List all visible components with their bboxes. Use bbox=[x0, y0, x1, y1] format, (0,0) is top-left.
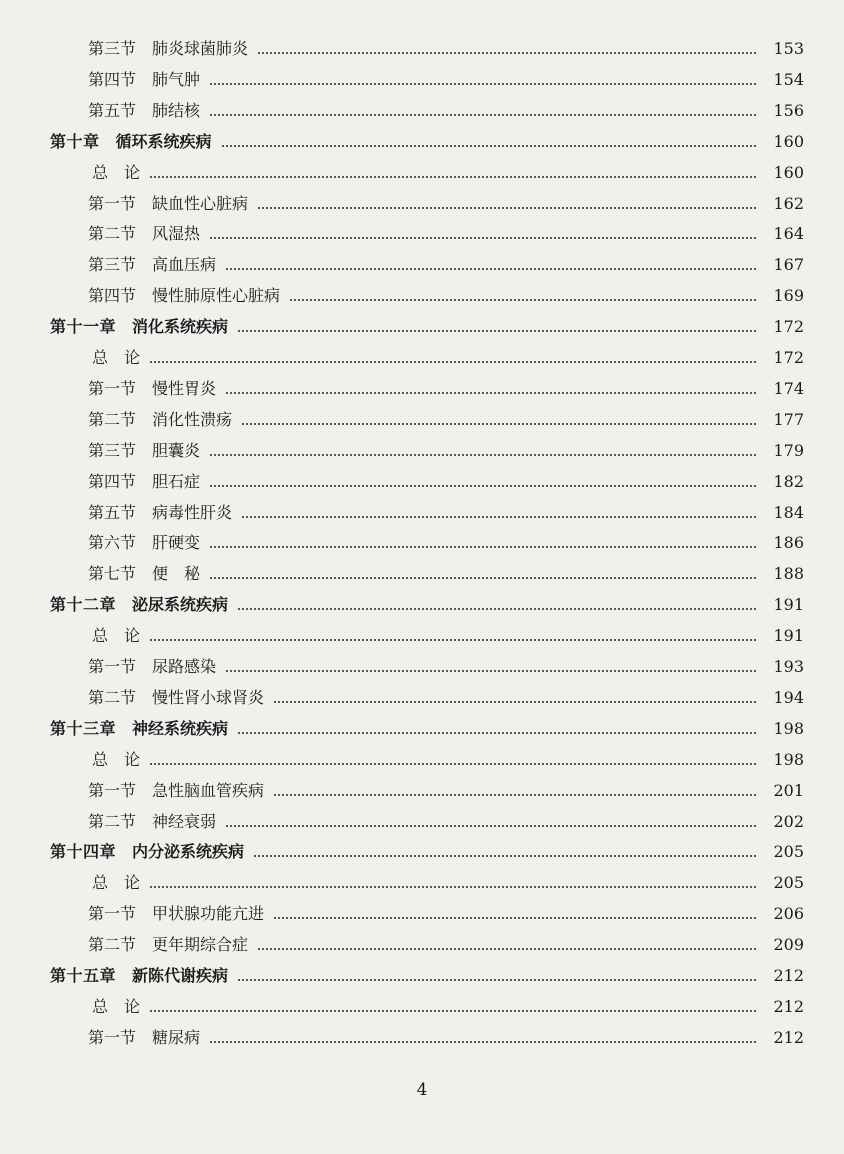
toc-entry-row bbox=[0, 992, 844, 1022]
toc-number: 第一节 bbox=[88, 780, 137, 800]
dot-leader bbox=[222, 145, 756, 147]
toc-entry-row bbox=[0, 467, 844, 497]
toc-label bbox=[0, 281, 280, 311]
toc-number: 第三节 bbox=[88, 440, 137, 460]
dot-leader bbox=[210, 1041, 756, 1043]
page-number: 4 bbox=[416, 1080, 428, 1100]
dot-leader bbox=[150, 1010, 756, 1012]
toc-number: 第十章 bbox=[50, 131, 100, 151]
toc-title: 神经衰弱 bbox=[152, 811, 217, 831]
toc-label bbox=[0, 776, 264, 806]
toc-page-number: 205 bbox=[773, 842, 804, 862]
dot-leader bbox=[274, 701, 756, 703]
toc-title: 新陈代谢疾病 bbox=[132, 966, 229, 985]
toc-title: 总 论 bbox=[92, 749, 141, 769]
toc-page-number: 186 bbox=[773, 533, 804, 553]
toc-title: 急性脑血管疾病 bbox=[152, 780, 265, 800]
toc-page-number: 193 bbox=[773, 657, 804, 676]
toc-number: 第一节 bbox=[88, 904, 137, 924]
dot-leader bbox=[238, 732, 756, 734]
toc-entry-row bbox=[0, 899, 844, 929]
dot-leader bbox=[258, 948, 756, 950]
toc-title: 慢性胃炎 bbox=[152, 378, 217, 398]
toc-label bbox=[0, 559, 200, 589]
dot-leader bbox=[210, 237, 756, 239]
dot-leader bbox=[226, 825, 756, 827]
toc-label bbox=[0, 590, 228, 620]
dot-leader bbox=[238, 979, 756, 981]
dot-leader bbox=[150, 763, 756, 765]
toc-label bbox=[0, 652, 216, 682]
toc-title: 便 秘 bbox=[152, 564, 201, 584]
toc-entry-row bbox=[0, 158, 844, 188]
toc-title: 病毒性肝炎 bbox=[152, 502, 233, 522]
dot-leader bbox=[210, 83, 756, 85]
toc-title: 神经系统疾病 bbox=[132, 718, 229, 738]
toc-page-number: 172 bbox=[773, 348, 804, 367]
toc-entry-row bbox=[0, 621, 844, 651]
toc-chapter-row bbox=[0, 312, 844, 342]
toc-title: 缺血性心脏病 bbox=[152, 193, 249, 213]
toc-entry-row bbox=[0, 930, 844, 960]
toc-title: 总 论 bbox=[92, 348, 141, 367]
toc-page-number: 172 bbox=[773, 317, 804, 337]
dot-leader bbox=[226, 670, 756, 672]
toc-label bbox=[0, 714, 228, 744]
toc-page-number: 154 bbox=[773, 69, 804, 89]
toc-page-number: 160 bbox=[773, 162, 804, 182]
toc-page-number: 164 bbox=[773, 224, 804, 244]
dot-leader bbox=[238, 330, 756, 332]
toc-entry-row bbox=[0, 745, 844, 775]
toc-number: 第一节 bbox=[88, 657, 137, 676]
toc-entry-row bbox=[0, 868, 844, 898]
dot-leader bbox=[290, 299, 756, 301]
toc-page-number: 206 bbox=[773, 904, 804, 924]
toc-number: 第五节 bbox=[88, 100, 137, 120]
toc-title: 糖尿病 bbox=[152, 1027, 201, 1047]
toc-label bbox=[0, 343, 140, 373]
toc-page-number: 167 bbox=[773, 255, 804, 275]
toc-entry-row bbox=[0, 405, 844, 435]
toc-label bbox=[0, 436, 200, 466]
toc-label bbox=[0, 65, 200, 95]
toc-label bbox=[0, 745, 140, 775]
toc-chapter-row bbox=[0, 714, 844, 744]
toc-title: 风湿热 bbox=[152, 224, 201, 244]
toc-label bbox=[0, 621, 140, 651]
toc-title: 总 论 bbox=[92, 873, 141, 893]
dot-leader bbox=[150, 886, 756, 888]
toc-title: 泌尿系统疾病 bbox=[132, 595, 229, 615]
toc-entry-row bbox=[0, 65, 844, 95]
toc-entry-row bbox=[0, 189, 844, 219]
toc-label bbox=[0, 837, 244, 867]
toc-label bbox=[0, 683, 264, 713]
toc-title: 更年期综合症 bbox=[152, 935, 249, 955]
toc-number: 第十二章 bbox=[50, 595, 117, 615]
toc-entry-row bbox=[0, 498, 844, 528]
toc-number: 第七节 bbox=[88, 564, 137, 584]
dot-leader bbox=[274, 917, 756, 919]
toc-label bbox=[0, 961, 228, 991]
toc-title: 循环系统疾病 bbox=[115, 131, 212, 151]
toc-page-number: 191 bbox=[773, 595, 804, 615]
toc-label bbox=[0, 405, 232, 435]
toc-number: 第四节 bbox=[88, 69, 137, 89]
toc-page-number: 212 bbox=[773, 1027, 804, 1047]
toc-entry-row bbox=[0, 219, 844, 249]
toc-label bbox=[0, 899, 264, 929]
toc-page-number: 177 bbox=[773, 409, 804, 429]
dot-leader bbox=[274, 794, 756, 796]
toc-title: 内分泌系统疾病 bbox=[132, 842, 245, 862]
toc-number: 第三节 bbox=[88, 39, 137, 58]
toc-title: 胆囊炎 bbox=[152, 440, 201, 460]
toc-page-number: 191 bbox=[773, 626, 804, 646]
dot-leader bbox=[210, 454, 756, 456]
toc-title: 总 论 bbox=[92, 626, 141, 646]
toc-entry-row bbox=[0, 776, 844, 806]
dot-leader bbox=[226, 268, 756, 270]
toc-number: 第二节 bbox=[88, 935, 137, 955]
toc-label bbox=[0, 312, 228, 342]
toc-page-number: 160 bbox=[773, 131, 804, 151]
toc-chapter-row bbox=[0, 127, 844, 157]
toc-label bbox=[0, 868, 140, 898]
dot-leader bbox=[210, 546, 756, 548]
toc-title: 总 论 bbox=[92, 996, 141, 1016]
toc-chapter-row bbox=[0, 961, 844, 991]
toc-number: 第一节 bbox=[88, 378, 137, 398]
toc-title: 消化系统疾病 bbox=[132, 317, 229, 337]
toc-title: 肺结核 bbox=[152, 100, 201, 120]
toc-number: 第一节 bbox=[88, 1027, 137, 1047]
toc-label bbox=[0, 1023, 200, 1053]
toc-entry-row bbox=[0, 683, 844, 713]
toc-page-number: 169 bbox=[773, 286, 804, 306]
toc-entry-row bbox=[0, 559, 844, 589]
toc-number: 第六节 bbox=[88, 533, 137, 553]
toc-page-number: 202 bbox=[773, 811, 804, 831]
toc-number: 第十四章 bbox=[50, 842, 117, 862]
toc-entry-row bbox=[0, 96, 844, 126]
dot-leader bbox=[242, 423, 756, 425]
toc-page-number: 205 bbox=[773, 873, 804, 893]
toc-page-number: 153 bbox=[773, 39, 804, 58]
dot-leader bbox=[150, 361, 756, 363]
toc-number: 第三节 bbox=[88, 255, 137, 275]
toc-chapter-row bbox=[0, 837, 844, 867]
toc-page-number: 209 bbox=[773, 935, 804, 955]
toc-page-number: 184 bbox=[773, 502, 804, 522]
toc-page-number: 201 bbox=[773, 780, 804, 800]
toc-label bbox=[0, 96, 200, 126]
dot-leader bbox=[254, 855, 756, 857]
toc-title: 肺气肿 bbox=[152, 69, 201, 89]
toc-title: 总 论 bbox=[92, 162, 141, 182]
toc-page-number: 194 bbox=[773, 687, 804, 707]
toc-title: 肺炎球菌肺炎 bbox=[152, 39, 249, 58]
toc-number: 第十五章 bbox=[50, 966, 117, 985]
toc-entry-row bbox=[0, 528, 844, 558]
toc-number: 第二节 bbox=[88, 811, 137, 831]
dot-leader bbox=[242, 516, 756, 518]
toc-title: 高血压病 bbox=[152, 255, 217, 275]
toc-entry-row bbox=[0, 652, 844, 682]
toc-label bbox=[0, 528, 200, 558]
dot-leader bbox=[210, 114, 756, 116]
toc-entry-row bbox=[0, 343, 844, 373]
toc-page-number: 174 bbox=[773, 378, 804, 398]
dot-leader bbox=[226, 392, 756, 394]
toc-entry-row bbox=[0, 34, 844, 64]
toc-label bbox=[0, 930, 248, 960]
toc-number: 第五节 bbox=[88, 502, 137, 522]
toc-page-number: 188 bbox=[773, 564, 804, 584]
toc-number: 第一节 bbox=[88, 193, 137, 213]
dot-leader bbox=[210, 577, 756, 579]
toc-label bbox=[0, 127, 212, 157]
toc-entry-row bbox=[0, 807, 844, 837]
toc-title: 尿路感染 bbox=[152, 657, 217, 676]
toc-title: 慢性肾小球肾炎 bbox=[152, 687, 265, 707]
toc-number: 第四节 bbox=[88, 471, 137, 491]
toc-page-number: 182 bbox=[773, 471, 804, 491]
toc-number: 第二节 bbox=[88, 409, 137, 429]
toc-label bbox=[0, 807, 216, 837]
toc-number: 第四节 bbox=[88, 286, 137, 306]
dot-leader bbox=[258, 207, 756, 209]
toc-number: 第二节 bbox=[88, 224, 137, 244]
toc-page-number: 156 bbox=[773, 100, 804, 120]
toc-page-number: 162 bbox=[773, 193, 804, 213]
toc-title: 甲状腺功能亢进 bbox=[152, 904, 265, 924]
toc-page-number: 198 bbox=[773, 718, 804, 738]
dot-leader bbox=[210, 485, 756, 487]
toc-label bbox=[0, 158, 140, 188]
toc-label bbox=[0, 992, 140, 1022]
toc-label bbox=[0, 250, 216, 280]
toc-entry-row bbox=[0, 374, 844, 404]
toc-number: 第十一章 bbox=[50, 317, 117, 337]
toc-page-number: 212 bbox=[773, 966, 804, 985]
dot-leader bbox=[150, 639, 756, 641]
toc-page-number: 198 bbox=[773, 749, 804, 769]
toc-title: 慢性肺原性心脏病 bbox=[152, 286, 281, 306]
toc-page-number: 179 bbox=[773, 440, 804, 460]
toc-entry-row bbox=[0, 281, 844, 311]
toc-title: 消化性溃疡 bbox=[152, 409, 233, 429]
toc-title: 肝硬变 bbox=[152, 533, 201, 553]
toc-number: 第十三章 bbox=[50, 718, 117, 738]
dot-leader bbox=[238, 608, 756, 610]
dot-leader bbox=[150, 176, 756, 178]
toc-number: 第二节 bbox=[88, 687, 137, 707]
toc-title: 胆石症 bbox=[152, 471, 201, 491]
toc-entry-row bbox=[0, 1023, 844, 1053]
toc-label bbox=[0, 219, 200, 249]
toc-page-number: 212 bbox=[773, 996, 804, 1016]
toc-entry-row bbox=[0, 250, 844, 280]
toc-label bbox=[0, 467, 200, 497]
dot-leader bbox=[258, 52, 756, 54]
toc-label bbox=[0, 189, 248, 219]
toc-label bbox=[0, 498, 232, 528]
toc-label bbox=[0, 374, 216, 404]
toc-chapter-row bbox=[0, 590, 844, 620]
toc-entry-row bbox=[0, 436, 844, 466]
toc-label bbox=[0, 34, 248, 64]
